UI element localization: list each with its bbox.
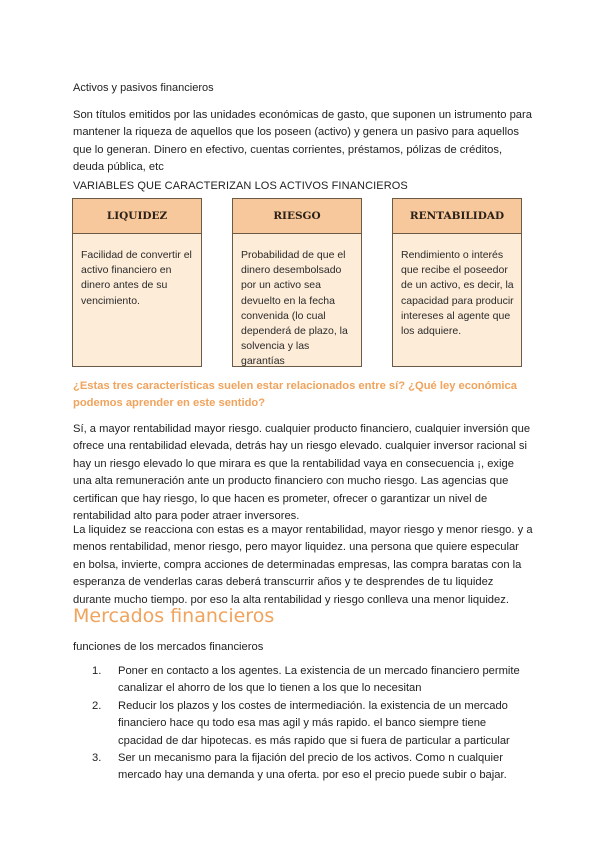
answer-paragraph-1: Sí, a mayor rentabilidad mayor riesgo. cualquier producto financiero, cualquier inversión que ofrece una rentabilidad elevada, detrás hay un riesgo elevado. cualquier inversor racional si hay un riesgo elevado lo que mirara es que la rentabilidad vaya en consecuencia ¡, exige una alta remuneración ante un producto financiero con mucho riesgo. Las agencias que certifican que hay riesgo, lo que hacen es prometer, ofrecer o garantizar un nivel de rentabilidad alto para poder atraer inversores. [73,423,531,523]
card-liquidez-text: Facilidad de convertir el activo financiero en dinero antes de su vencimiento. [81,249,192,307]
mercados-heading: Mercados financieros [73,605,275,627]
intro-paragraph: Son títulos emitidos por las unidades económicas de gasto, que suponen un istrumento para mantener la riqueza de aquellos que los poseen (activo) y genera un pasivo para aquellos que lo generan. Dinero en efectivo, cuentas corrientes, préstamos, pólizas de créditos, deuda pública, etc [73,109,532,174]
card-liquidez [72,198,202,367]
list-item-number: 3. [92,752,102,765]
list-item-text: Reducir los plazos y los costes de intermediación. la existencia de un mercado financiero hace qu todo esa mas agil y más rapido. el banco siempre tiene cpacidad de dar hipotecas. es más rapido que si fuera de particular a particular [118,699,510,747]
funciones-intro: funciones de los mercados financieros [73,641,264,653]
card-rentabilidad-title: RENTABILIDAD [393,199,521,234]
list-item [92,663,532,698]
answer-paragraph-2: La liquidez se reacciona con estas es a mayor rentabilidad, mayor riesgo y menor riesgo. y a menos rentabilidad, menor riesgo, pero mayor liquidez. una persona que quiere especular en bolsa, invierte, compra acciones de determinadas empresas, las compra baratas con la esperanza de venderlas caras deberá transcurrir años y te desprendes de tu liquidez durante mucho tiempo. por eso la alta rentabilidad y riesgo conlleva una menor liquidez. [73,524,533,606]
list-item-text: Poner en contacto a los agentes. La existencia de un mercado financiero permite canalizar el ahorro de los que lo tienen a los que lo necesitan [118,665,520,695]
list-item-number: 2. [92,699,102,712]
variables-heading: VARIABLES QUE CARACTERIZAN LOS ACTIVOS FINANCIEROS [73,180,408,192]
list-item [92,698,532,750]
card-liquidez-title: LIQUIDEZ [73,199,201,234]
card-riesgo [232,198,362,367]
card-riesgo-title: RIESGO [233,199,361,234]
question-text: ¿Estas tres características suelen estar relacionados entre sí? ¿Qué ley económica podemos aprender en este sentido? [73,380,517,410]
card-riesgo-text: Probabilidad de que el dinero desembolsado por un activo sea devuelto en la fecha convenida (lo cual dependerá de plazo, la solvencia y las garantías [241,249,348,368]
funciones-list [92,663,532,785]
card-rentabilidad-text: Rendimiento o interés que recibe el poseedor de un activo, es decir, la capacidad para producir intereses al agente que los adquiere. [401,249,514,338]
document-title: Activos y pasivos financieros [73,82,214,94]
list-item-number: 1. [92,665,102,677]
list-item [92,750,532,785]
list-item-text: Ser un mecanismo para la fijación del precio de los activos. Como n cualquier mercado hay una demanda y una oferta. por eso el precio puede subir o bajar. [118,752,507,782]
card-rentabilidad [392,198,522,367]
